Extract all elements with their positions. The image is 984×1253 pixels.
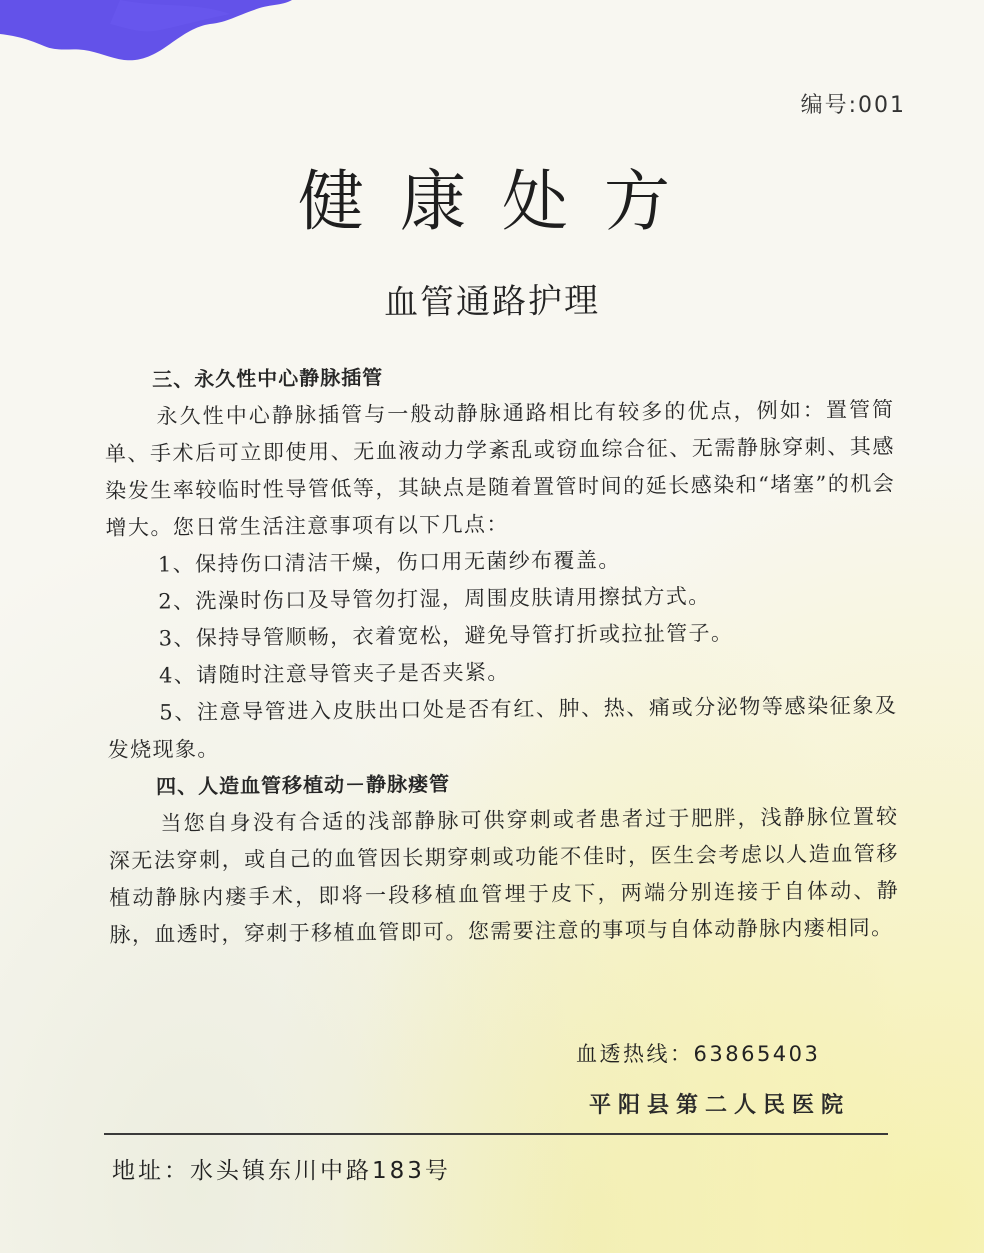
section-heading-3: 三、永久性中心静脉插管 [152, 365, 384, 392]
page-subtitle: 血管通路护理 [383, 280, 601, 324]
hospital-name: 平阳县第二人民医院 [589, 1092, 851, 1118]
page-title: 健康处方 [298, 163, 706, 240]
document-body [104, 354, 900, 954]
list-item: 1、保持伤口清洁干燥，伤口用无菌纱布覆盖。 [157, 548, 621, 577]
list-item: 3、保持导管顺畅，衣着宽松，避免导管打折或拉扯管子。 [158, 620, 734, 651]
hotline: 血透热线：63865403 [576, 1042, 821, 1066]
address: 地址：水头镇东川中路183号 [112, 1158, 451, 1184]
footer-divider [104, 1133, 888, 1135]
list-item: 5、注意导管进入皮肤出口处是否有红、肿、热、痛或分泌物等感染征象及发烧现象。 [107, 693, 898, 762]
section-4-body: 当您自身没有合适的浅部静脉可供穿刺或者患者过于肥胖，浅静脉位置较深无法穿刺，或自己的血管因长期穿刺或功能不佳时，医生会考虑以人造血管移植动静脉内瘘手术，即将一段移植血管埋于皮下，两端分别连接于自体动、静脉，血透时，穿刺于移植血管即可。您需要注意的事项与自体动静脉内瘘相同。 [108, 804, 900, 947]
list-item: 4、请随时注意导管夹子是否夹紧。 [158, 660, 510, 688]
section-heading-4: 四、人造血管移植动－静脉瘘管 [155, 771, 451, 799]
list-item: 2、洗澡时伤口及导管勿打湿，周围皮肤请用擦拭方式。 [158, 584, 711, 614]
section-3-intro: 永久性中心静脉插管与一般动静脉通路相比有较多的优点，例如：置管简单、手术后可立即使用、无血液动力学紊乱或窃血综合征、无需静脉穿刺、其感染发生率较临时性导管低等，其缺点是随着置管时间的延长感染和“堵塞”的机会增大。您日常生活注意事项有以下几点： [104, 397, 896, 540]
document-number: 编号:001 [800, 93, 906, 118]
